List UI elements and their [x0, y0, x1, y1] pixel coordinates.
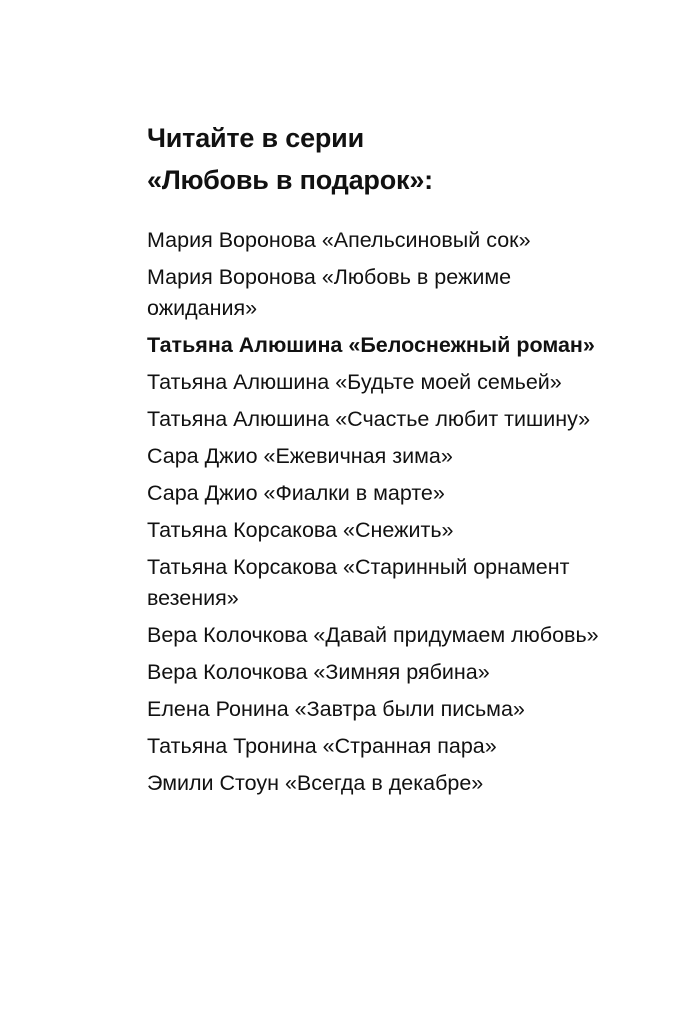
book-item: Сара Джио «Ежевичная зима» [147, 444, 453, 468]
book-item: Елена Ронина «Завтра были письма» [147, 697, 525, 721]
book-item: Татьяна Корсакова «Старинный орнамент везения» [147, 555, 570, 610]
series-heading-line-2: «Любовь в подарок»: [147, 165, 433, 195]
book-list [147, 225, 617, 799]
book-series-page [147, 117, 667, 805]
book-item-highlighted: Татьяна Алюшина «Белоснежный роман» [147, 333, 595, 357]
book-item: Вера Колочкова «Давай придумаем любовь» [147, 623, 599, 647]
book-item: Татьяна Алюшина «Будьте моей семьей» [147, 370, 562, 394]
book-item: Татьяна Тронина «Странная пара» [147, 734, 497, 758]
book-item: Мария Воронова «Апельсиновый сок» [147, 228, 531, 252]
book-item: Татьяна Корсакова «Снежить» [147, 518, 454, 542]
book-item: Сара Джио «Фиалки в марте» [147, 481, 445, 505]
series-heading-line-1: Читайте в серии [147, 123, 364, 153]
book-item: Татьяна Алюшина «Счастье любит тишину» [147, 407, 591, 431]
book-item: Эмили Стоун «Всегда в декабре» [147, 771, 484, 795]
book-item: Вера Колочкова «Зимняя рябина» [147, 660, 490, 684]
series-heading [147, 117, 667, 201]
book-item: Мария Воронова «Любовь в режиме ожидания» [147, 265, 512, 320]
